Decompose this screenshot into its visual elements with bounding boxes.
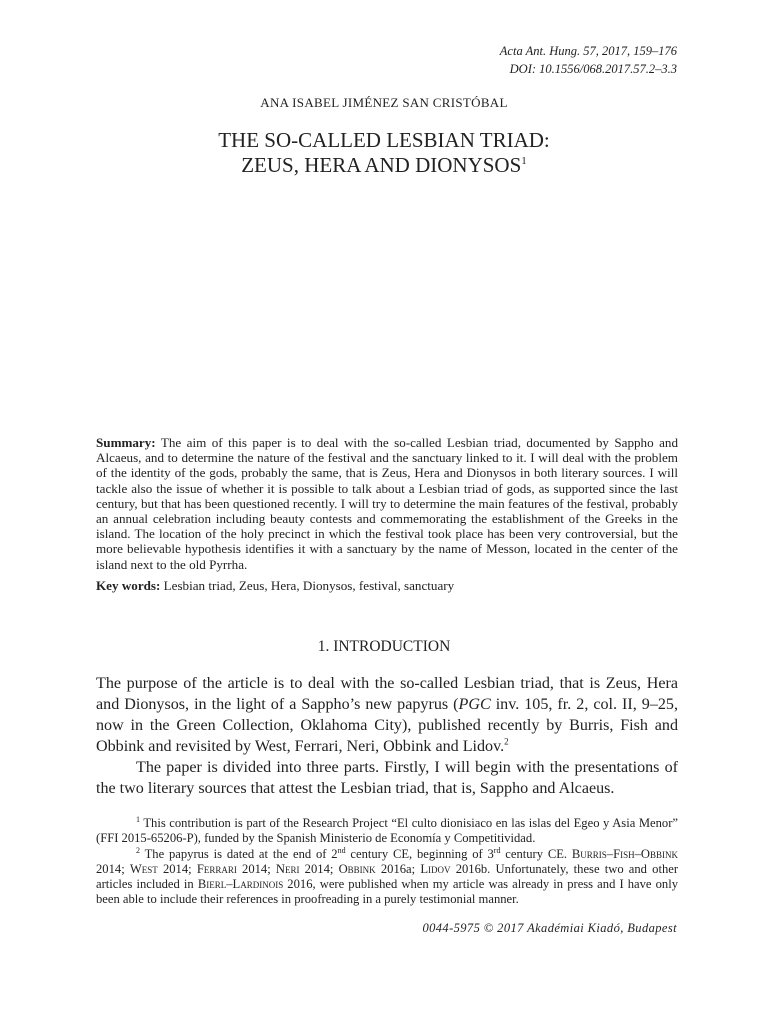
fn2-citation-author: Ferrari bbox=[196, 861, 237, 876]
colophon: 0044-5975 © 2017 Akadémiai Kiadó, Budapest bbox=[422, 921, 677, 935]
fn2-text: 2014; bbox=[157, 861, 197, 876]
paragraph-1-text-a: The purpose of the article is to deal with the so-called Lesbian triad, that is Zeus, Hera and Dionysos, in the light of a Sappho’s new papyrus ( bbox=[96, 675, 678, 713]
footnote-marker-2: 2 bbox=[504, 736, 509, 747]
footnote-2 bbox=[96, 847, 678, 908]
title-line-1: THE SO-CALLED LESBIAN TRIAD: bbox=[218, 128, 550, 152]
footnote-1-text: This contribution is part of the Research Project “El culto dionisiaco en las islas del Egeo y Asia Menor” (FFI 2015-65206-P), funded by the Spanish Ministerio de Economía y Competitividad. bbox=[96, 816, 678, 846]
fn2-citation-author: Obbink bbox=[338, 861, 376, 876]
fn2-ordinal: rd bbox=[493, 845, 501, 855]
footnote-1-marker: 1 bbox=[136, 814, 140, 824]
section-heading: 1. INTRODUCTION bbox=[317, 638, 451, 655]
summary-text: The aim of this paper is to deal with the so-called Lesbian triad, documented by Sappho and Alcaeus, and to determine the nature of the festival and the sanctuary linked to it. I will deal with the problem of the identity of the gods, probably the same, that is Zeus, Hera and Dionysos in both literary sources. I will tackle also the issue of whether it is possible to talk about a Lesbian triad of gods, as supported since the last century, but that has been questioned recently. I will try to determine the main features of the festival, probably an annual celebration including beauty contests and commemorating the establishment of the Greeks in the island. The location of the holy precinct in which the festival took place has been very controversial, but the more believable hypothesis identifies it with a sanctuary by the name of Messon, located in the center of the island next to the old Pyrrha. bbox=[96, 435, 678, 572]
summary bbox=[96, 435, 678, 572]
footnote-2-marker: 2 bbox=[136, 845, 140, 855]
fn2-citation-author: Burris–Fish–Obbink bbox=[571, 846, 678, 861]
pgc-abbreviation: PGC bbox=[458, 696, 491, 713]
journal-reference bbox=[500, 42, 677, 78]
doi: DOI: 10.1556/068.2017.57.2–3.3 bbox=[509, 62, 677, 76]
body-text bbox=[96, 673, 678, 799]
fn2-text: 2014; bbox=[299, 861, 339, 876]
fn2-ordinal: nd bbox=[337, 845, 346, 855]
fn2-text: 2014; bbox=[236, 861, 276, 876]
keywords-text: Lesbian triad, Zeus, Hera, Dionysos, festival, sanctuary bbox=[160, 578, 455, 593]
fn2-text: 2016, were published when my article was already in press and I have only been able to include their references in proofreading in a purely testimonial manner. bbox=[96, 877, 679, 907]
fn2-text: century CE. bbox=[500, 846, 572, 861]
fn2-text: century CE, beginning of 3 bbox=[345, 846, 494, 861]
summary-label: Summary: bbox=[96, 435, 156, 450]
fn2-text: The papyrus is dated at the end of 2 bbox=[140, 846, 338, 861]
paragraph-2: The paper is divided into three parts. Firstly, I will begin with the presentations of the two literary sources that attest the Lesbian triad, that is, Sappho and Alcaeus. bbox=[96, 759, 678, 797]
paragraph-1 bbox=[96, 673, 678, 757]
fn2-citation-author: Lidov bbox=[420, 861, 451, 876]
title-line-2: ZEUS, HERA AND DIONYSOS bbox=[241, 153, 522, 177]
keywords bbox=[96, 578, 678, 594]
fn2-text: 2016a; bbox=[375, 861, 421, 876]
fn2-citation-author: West bbox=[129, 861, 158, 876]
fn2-text: 2016b. Unfortunately, these two and other articles included in bbox=[96, 861, 679, 892]
keywords-label: Key words: bbox=[96, 578, 161, 593]
footnote-1 bbox=[96, 816, 678, 847]
paper-title bbox=[0, 128, 768, 178]
fn2-citation-author: Neri bbox=[275, 861, 300, 876]
fn2-text: 2014; bbox=[96, 861, 130, 876]
paragraph-1-text-b: inv. 105, fr. 2, col. II, 9–25, now in the Green Collection, Oklahoma City), published recently by Burris, Fish and Obbink and revisited by West, Ferrari, Neri, Obbink and Lidov. bbox=[96, 696, 678, 755]
title-footnote-marker: 1 bbox=[521, 155, 527, 167]
author-name: ANA ISABEL JIMÉNEZ SAN CRISTÓBAL bbox=[260, 95, 508, 110]
fn2-citation-author: Bierl–Lardinois bbox=[197, 877, 284, 892]
footnotes bbox=[96, 816, 678, 908]
journal-citation: Acta Ant. Hung. 57, 2017, 159–176 bbox=[499, 44, 677, 58]
